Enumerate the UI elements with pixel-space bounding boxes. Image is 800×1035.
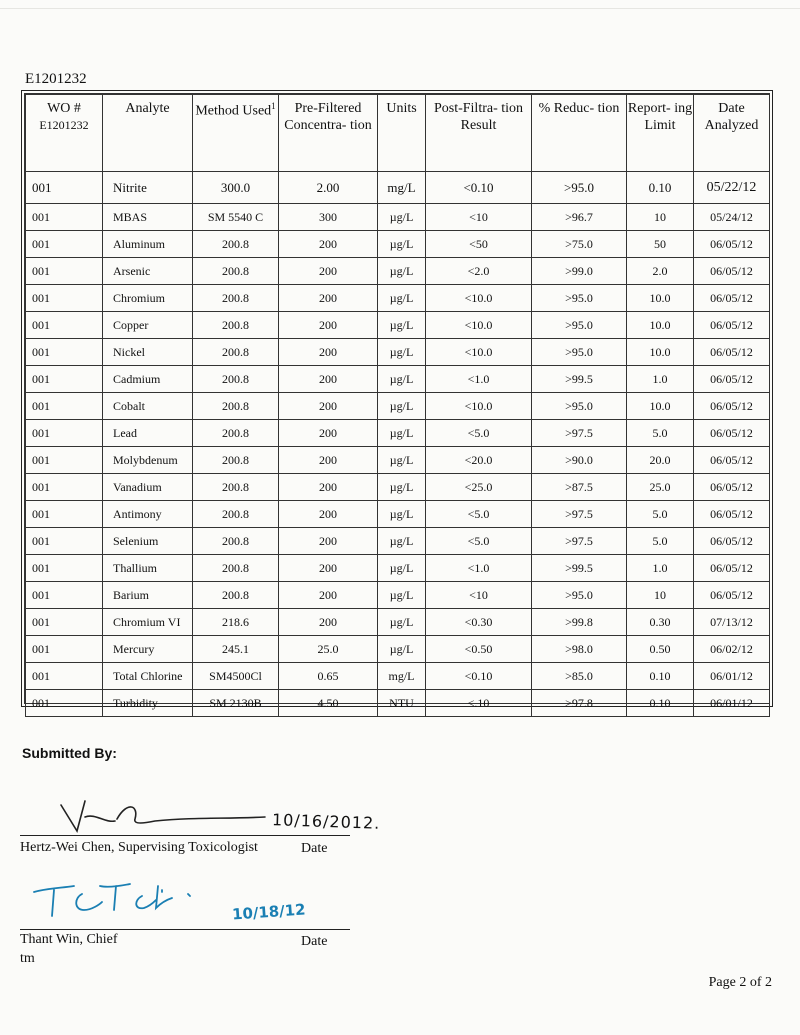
handwritten-date-2: 10/18/12: [231, 900, 307, 924]
cell-date-analyzed: 06/05/12: [694, 501, 770, 528]
cell-units: µg/L: [378, 204, 426, 231]
cell-analyte: Nickel: [103, 339, 193, 366]
cell-analyte: Turbidity: [103, 690, 193, 717]
cell-wo: 001: [26, 447, 103, 474]
cell-units: µg/L: [378, 528, 426, 555]
signature-chen: [55, 795, 275, 840]
cell-prefiltered: 200: [279, 312, 378, 339]
cell-analyte: MBAS: [103, 204, 193, 231]
table-row: [26, 582, 770, 609]
cell-analyte: Nitrite: [103, 172, 193, 204]
cell-date-analyzed: 06/05/12: [694, 312, 770, 339]
header-postfiltration: Post-Filtra- tion Result: [426, 95, 532, 172]
cell-reduction: >95.0: [532, 172, 627, 204]
cell-postfiltration: <10.0: [426, 339, 532, 366]
cell-wo: 001: [26, 339, 103, 366]
cell-analyte: Total Chlorine: [103, 663, 193, 690]
cell-date-analyzed: 06/01/12: [694, 690, 770, 717]
cell-prefiltered: 2.00: [279, 172, 378, 204]
cell-wo: 001: [26, 555, 103, 582]
cell-reduction: >75.0: [532, 231, 627, 258]
cell-units: µg/L: [378, 393, 426, 420]
cell-wo: 001: [26, 366, 103, 393]
cell-units: µg/L: [378, 501, 426, 528]
table-row: [26, 636, 770, 663]
cell-reporting-limit: 0.30: [627, 609, 694, 636]
header-wo: [26, 95, 103, 172]
cell-reduction: >95.0: [532, 285, 627, 312]
cell-method: 200.8: [193, 528, 279, 555]
cell-reporting-limit: 25.0: [627, 474, 694, 501]
cell-reduction: >95.0: [532, 312, 627, 339]
table-body: [26, 172, 770, 717]
scan-edge-line: [0, 8, 800, 9]
header-units: Units: [378, 95, 426, 172]
cell-method: 200.8: [193, 258, 279, 285]
cell-units: mg/L: [378, 663, 426, 690]
table-row: [26, 393, 770, 420]
cell-postfiltration: <10.0: [426, 312, 532, 339]
cell-prefiltered: 200: [279, 528, 378, 555]
cell-reporting-limit: 2.0: [627, 258, 694, 285]
page-number: Page 2 of 2: [708, 975, 772, 990]
cell-prefiltered: 200: [279, 474, 378, 501]
cell-units: µg/L: [378, 285, 426, 312]
cell-postfiltration: <.10: [426, 690, 532, 717]
header-prefiltered: Pre-Filtered Concentra- tion: [279, 95, 378, 172]
cell-method: 200.8: [193, 582, 279, 609]
cell-prefiltered: 200: [279, 420, 378, 447]
cell-prefiltered: 200: [279, 258, 378, 285]
cell-prefiltered: 200: [279, 501, 378, 528]
cell-reporting-limit: 0.50: [627, 636, 694, 663]
cell-units: µg/L: [378, 312, 426, 339]
table-row: [26, 690, 770, 717]
cell-wo: 001: [26, 231, 103, 258]
cell-reduction: >90.0: [532, 447, 627, 474]
signature-line-2: [20, 929, 350, 930]
cell-postfiltration: <0.10: [426, 663, 532, 690]
table-row: [26, 204, 770, 231]
cell-units: µg/L: [378, 366, 426, 393]
cell-date-analyzed: 05/22/12: [694, 172, 770, 204]
cell-reporting-limit: 1.0: [627, 366, 694, 393]
cell-analyte: Antimony: [103, 501, 193, 528]
submitted-by-label: Submitted By:: [22, 745, 117, 761]
header-reduction: % Reduc- tion: [532, 95, 627, 172]
cell-units: µg/L: [378, 258, 426, 285]
cell-date-analyzed: 07/13/12: [694, 609, 770, 636]
cell-postfiltration: <5.0: [426, 528, 532, 555]
cell-reduction: >96.7: [532, 204, 627, 231]
cell-reduction: >97.8: [532, 690, 627, 717]
table-row: [26, 609, 770, 636]
cell-wo: 001: [26, 609, 103, 636]
cell-units: µg/L: [378, 555, 426, 582]
cell-analyte: Thallium: [103, 555, 193, 582]
cell-wo: 001: [26, 420, 103, 447]
header-method-footnote: 1: [271, 101, 276, 111]
cell-method: 218.6: [193, 609, 279, 636]
cell-method: 300.0: [193, 172, 279, 204]
table-row: [26, 258, 770, 285]
cell-reporting-limit: 0.10: [627, 172, 694, 204]
signer-2-name: Thant Win, Chief: [20, 932, 118, 947]
cell-wo: 001: [26, 204, 103, 231]
cell-prefiltered: 25.0: [279, 636, 378, 663]
cell-reporting-limit: 5.0: [627, 528, 694, 555]
header-method: [193, 95, 279, 172]
cell-postfiltration: <10: [426, 204, 532, 231]
cell-date-analyzed: 06/05/12: [694, 474, 770, 501]
cell-method: SM 2130B: [193, 690, 279, 717]
cell-date-analyzed: 06/05/12: [694, 447, 770, 474]
cell-method: SM 5540 C: [193, 204, 279, 231]
signer-1-date-label: Date: [301, 841, 328, 856]
table-row: [26, 420, 770, 447]
cell-method: 200.8: [193, 285, 279, 312]
cell-postfiltration: <2.0: [426, 258, 532, 285]
cell-wo: 001: [26, 636, 103, 663]
cell-analyte: Molybdenum: [103, 447, 193, 474]
cell-wo: 001: [26, 172, 103, 204]
cell-reporting-limit: 5.0: [627, 420, 694, 447]
cell-method: 200.8: [193, 420, 279, 447]
cell-prefiltered: 200: [279, 393, 378, 420]
cell-postfiltration: <20.0: [426, 447, 532, 474]
results-table: [25, 94, 770, 717]
cell-date-analyzed: 06/05/12: [694, 393, 770, 420]
cell-prefiltered: 200: [279, 366, 378, 393]
cell-date-analyzed: 06/05/12: [694, 258, 770, 285]
cell-reduction: >85.0: [532, 663, 627, 690]
cell-units: mg/L: [378, 172, 426, 204]
cell-prefiltered: 4.50: [279, 690, 378, 717]
cell-reduction: >97.5: [532, 501, 627, 528]
table-row: [26, 231, 770, 258]
cell-analyte: Aluminum: [103, 231, 193, 258]
cell-wo: 001: [26, 474, 103, 501]
cell-reduction: >97.5: [532, 420, 627, 447]
cell-postfiltration: <10.0: [426, 393, 532, 420]
cell-units: µg/L: [378, 339, 426, 366]
cell-analyte: Mercury: [103, 636, 193, 663]
cell-reduction: >95.0: [532, 393, 627, 420]
cell-units: µg/L: [378, 447, 426, 474]
cell-units: µg/L: [378, 636, 426, 663]
cell-reporting-limit: 10: [627, 204, 694, 231]
table-row: [26, 474, 770, 501]
cell-reporting-limit: 20.0: [627, 447, 694, 474]
cell-postfiltration: <50: [426, 231, 532, 258]
cell-wo: 001: [26, 393, 103, 420]
cell-method: 200.8: [193, 339, 279, 366]
header-wo-sub: E1201232: [39, 117, 89, 132]
cell-analyte: Arsenic: [103, 258, 193, 285]
document-id: E1201232: [25, 71, 87, 87]
cell-reduction: >99.0: [532, 258, 627, 285]
cell-postfiltration: <10.0: [426, 285, 532, 312]
cell-reporting-limit: 1.0: [627, 555, 694, 582]
table-row: [26, 447, 770, 474]
cell-wo: 001: [26, 582, 103, 609]
cell-analyte: Chromium VI: [103, 609, 193, 636]
cell-prefiltered: 300: [279, 204, 378, 231]
signer-1-name: Hertz-Wei Chen, Supervising Toxicologist: [20, 840, 258, 855]
cell-date-analyzed: 06/05/12: [694, 339, 770, 366]
cell-reduction: >97.5: [532, 528, 627, 555]
cell-analyte: Lead: [103, 420, 193, 447]
cell-method: 200.8: [193, 555, 279, 582]
cell-wo: 001: [26, 663, 103, 690]
handwritten-date-1: 10/16/2012.: [271, 810, 381, 833]
cell-reduction: >99.8: [532, 609, 627, 636]
table-row: [26, 528, 770, 555]
cell-analyte: Cobalt: [103, 393, 193, 420]
cell-reporting-limit: 10: [627, 582, 694, 609]
signature-win: [30, 878, 230, 923]
cell-wo: 001: [26, 285, 103, 312]
cell-wo: 001: [26, 528, 103, 555]
header-method-label: Method Used: [195, 103, 272, 119]
cell-method: SM4500Cl: [193, 663, 279, 690]
cell-wo: 001: [26, 690, 103, 717]
cell-date-analyzed: 06/01/12: [694, 663, 770, 690]
cell-method: 200.8: [193, 447, 279, 474]
cell-reduction: >99.5: [532, 555, 627, 582]
cell-analyte: Copper: [103, 312, 193, 339]
cell-reduction: >99.5: [532, 366, 627, 393]
cell-date-analyzed: 06/05/12: [694, 366, 770, 393]
cell-wo: 001: [26, 312, 103, 339]
cell-postfiltration: <10: [426, 582, 532, 609]
cell-units: µg/L: [378, 231, 426, 258]
table-row: [26, 312, 770, 339]
cell-method: 200.8: [193, 366, 279, 393]
cell-reporting-limit: 10.0: [627, 339, 694, 366]
cell-postfiltration: <0.10: [426, 172, 532, 204]
cell-reduction: >95.0: [532, 339, 627, 366]
cell-reporting-limit: 0.10: [627, 663, 694, 690]
cell-reporting-limit: 5.0: [627, 501, 694, 528]
cell-units: NTU: [378, 690, 426, 717]
cell-units: µg/L: [378, 582, 426, 609]
cell-units: µg/L: [378, 474, 426, 501]
header-wo-label: WO #: [47, 101, 81, 116]
table-row: [26, 339, 770, 366]
cell-date-analyzed: 06/05/12: [694, 528, 770, 555]
table-row: [26, 366, 770, 393]
cell-analyte: Chromium: [103, 285, 193, 312]
cell-wo: 001: [26, 258, 103, 285]
cell-date-analyzed: 06/05/12: [694, 285, 770, 312]
cell-prefiltered: 200: [279, 285, 378, 312]
cell-units: µg/L: [378, 609, 426, 636]
cell-reduction: >87.5: [532, 474, 627, 501]
cell-date-analyzed: 05/24/12: [694, 204, 770, 231]
cell-prefiltered: 200: [279, 582, 378, 609]
cell-analyte: Selenium: [103, 528, 193, 555]
cell-date-analyzed: 06/05/12: [694, 582, 770, 609]
header-reporting-limit: Report- ing Limit: [627, 95, 694, 172]
cell-prefiltered: 200: [279, 231, 378, 258]
table-row: [26, 172, 770, 204]
signer-2-date-label: Date: [301, 934, 328, 949]
table-row: [26, 501, 770, 528]
cell-method: 200.8: [193, 312, 279, 339]
cell-units: µg/L: [378, 420, 426, 447]
typist-initials: tm: [20, 951, 35, 966]
cell-method: 200.8: [193, 474, 279, 501]
cell-method: 200.8: [193, 231, 279, 258]
signature-line-1: [20, 835, 350, 836]
cell-reduction: >95.0: [532, 582, 627, 609]
cell-postfiltration: <0.30: [426, 609, 532, 636]
cell-date-analyzed: 06/05/12: [694, 555, 770, 582]
cell-reporting-limit: 10.0: [627, 393, 694, 420]
table-row: [26, 555, 770, 582]
cell-postfiltration: <0.50: [426, 636, 532, 663]
cell-reporting-limit: 0.10: [627, 690, 694, 717]
cell-prefiltered: 200: [279, 609, 378, 636]
cell-method: 200.8: [193, 501, 279, 528]
cell-date-analyzed: 06/05/12: [694, 231, 770, 258]
cell-analyte: Vanadium: [103, 474, 193, 501]
cell-reporting-limit: 10.0: [627, 312, 694, 339]
cell-postfiltration: <1.0: [426, 555, 532, 582]
cell-date-analyzed: 06/05/12: [694, 420, 770, 447]
cell-method: 245.1: [193, 636, 279, 663]
cell-analyte: Barium: [103, 582, 193, 609]
cell-prefiltered: 200: [279, 555, 378, 582]
table-header-row: [26, 95, 770, 172]
cell-prefiltered: 0.65: [279, 663, 378, 690]
header-analyte: Analyte: [103, 95, 193, 172]
table-row: [26, 663, 770, 690]
cell-reporting-limit: 10.0: [627, 285, 694, 312]
cell-reduction: >98.0: [532, 636, 627, 663]
cell-postfiltration: <25.0: [426, 474, 532, 501]
cell-postfiltration: <5.0: [426, 420, 532, 447]
cell-prefiltered: 200: [279, 447, 378, 474]
cell-date-analyzed: 06/02/12: [694, 636, 770, 663]
cell-prefiltered: 200: [279, 339, 378, 366]
cell-wo: 001: [26, 501, 103, 528]
cell-reporting-limit: 50: [627, 231, 694, 258]
cell-analyte: Cadmium: [103, 366, 193, 393]
results-table-frame: [21, 90, 773, 710]
table-row: [26, 285, 770, 312]
header-date-analyzed: Date Analyzed: [694, 95, 770, 172]
cell-method: 200.8: [193, 393, 279, 420]
cell-postfiltration: <5.0: [426, 501, 532, 528]
cell-postfiltration: <1.0: [426, 366, 532, 393]
